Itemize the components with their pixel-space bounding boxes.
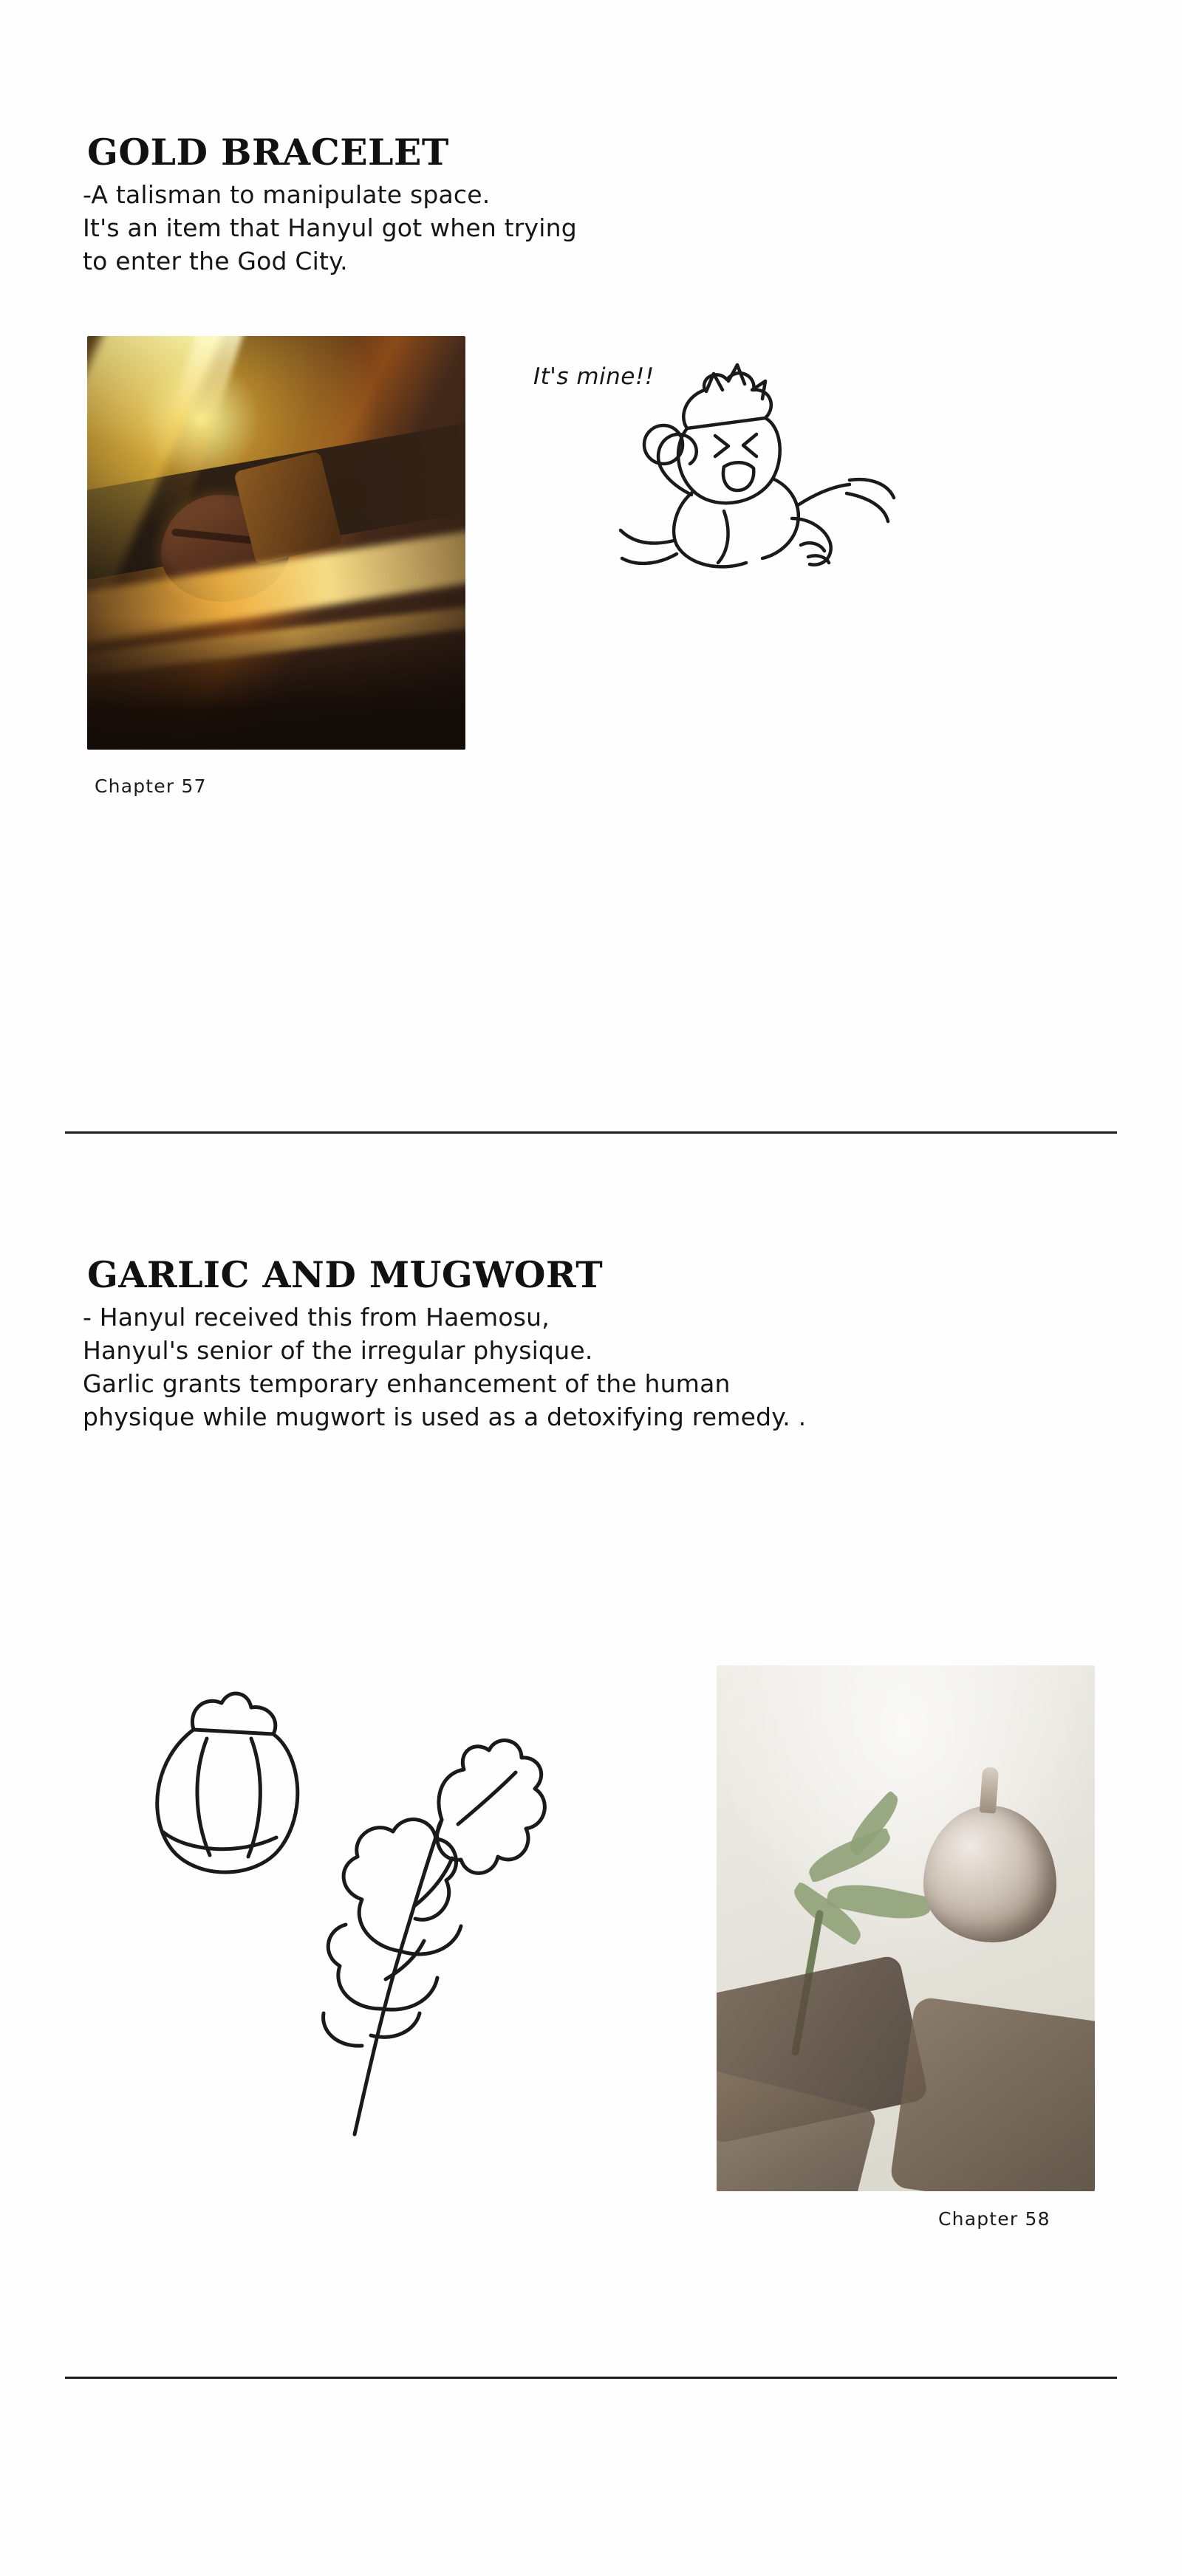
decorative-glow	[717, 1665, 1095, 1981]
chapter-label-57: Chapter 57	[95, 775, 207, 797]
description-line: It's an item that Hanyul got when trying	[83, 213, 577, 242]
section-divider	[65, 1131, 1117, 1134]
description-line: physique while mugwort is used as a detoxifying remedy. .	[83, 1402, 807, 1431]
doodle-speech-bubble-text: It's mine!!	[533, 363, 655, 390]
description-line: Garlic grants temporary enhancement of the human	[83, 1368, 731, 1398]
decorative-shadow	[87, 617, 465, 750]
section-divider	[65, 2377, 1117, 2379]
artwork-panel-gold-bracelet	[87, 336, 465, 750]
garlic-mugwort-doodle-icon	[111, 1662, 628, 2179]
entry-title-gold-bracelet: GOLD BRACELET	[87, 131, 449, 174]
chapter-label-58: Chapter 58	[938, 2208, 1051, 2230]
description-line: -A talisman to manipulate space.	[83, 179, 491, 209]
entry-title-garlic-and-mugwort: GARLIC AND MUGWORT	[87, 1253, 604, 1296]
entry-description-garlic-and-mugwort	[83, 1301, 1117, 1434]
entry-description-gold-bracelet	[83, 179, 1117, 278]
entry-garlic-and-mugwort	[0, 1253, 1182, 1433]
description-line: Hanyul's senior of the irregular physique.	[83, 1335, 593, 1365]
entry-gold-bracelet	[0, 133, 1182, 278]
artwork-panel-garlic-mugwort	[717, 1665, 1095, 2191]
rock-shape	[889, 1996, 1095, 2191]
chibi-doodle-icon	[502, 347, 946, 643]
description-line: - Hanyul received this from Haemosu,	[83, 1302, 550, 1332]
description-line: to enter the God City.	[83, 246, 348, 275]
